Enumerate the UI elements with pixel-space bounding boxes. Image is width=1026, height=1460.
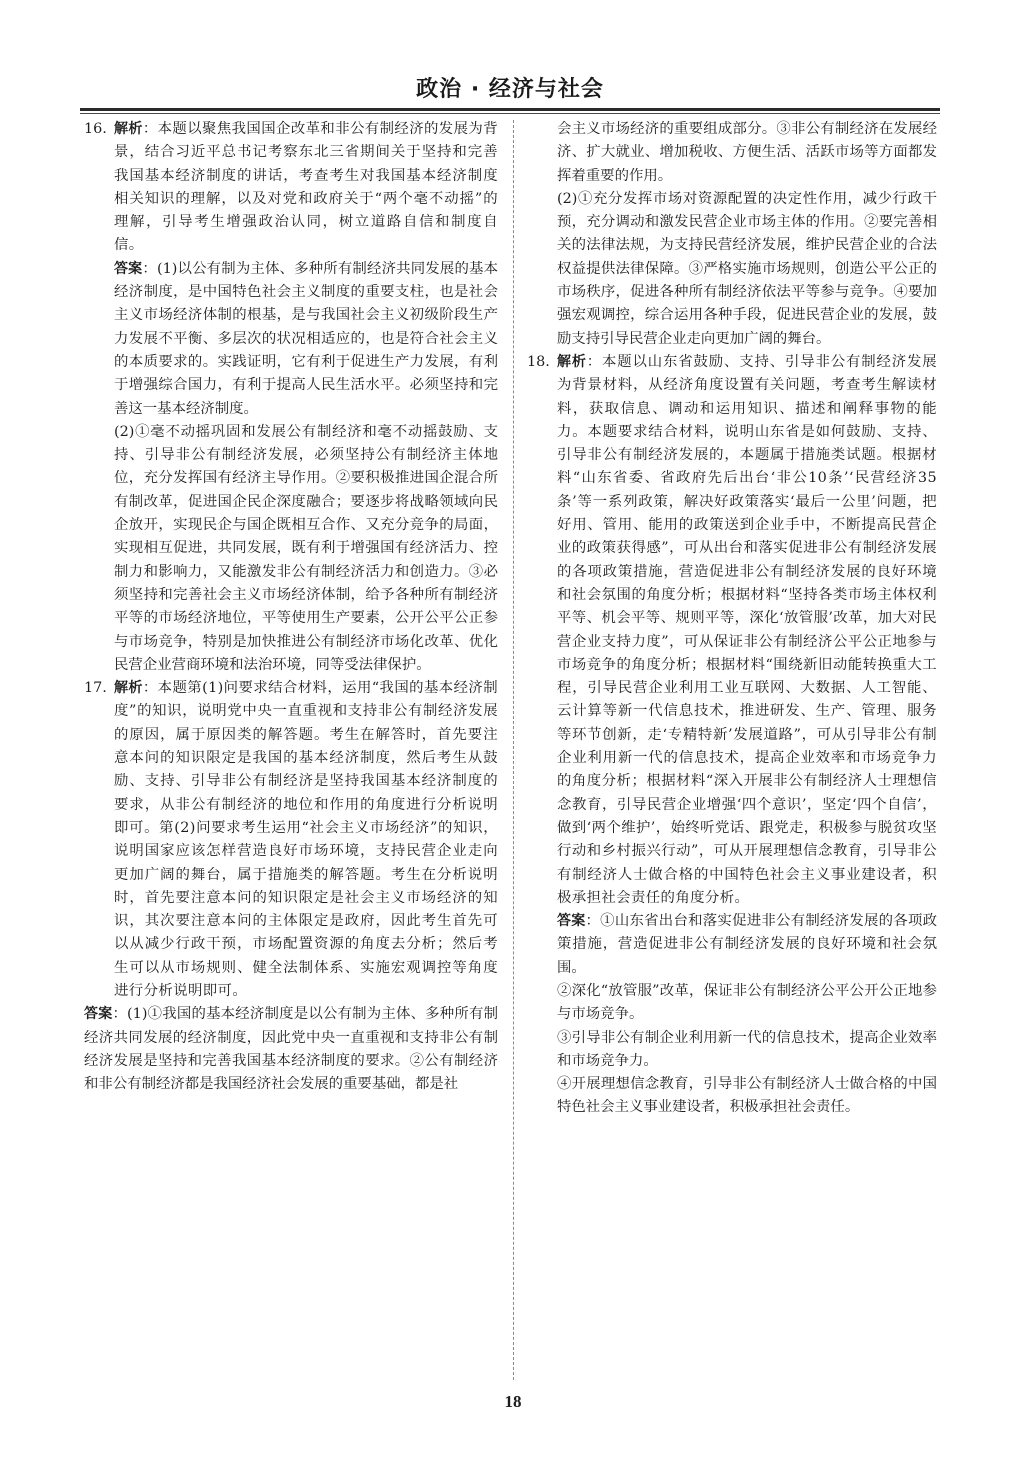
right-column: [527, 118, 937, 1120]
answer-paragraph: ②深化“放管服”改革，保证非公有制经济公平公开公正地参与市场竞争。: [557, 982, 937, 1023]
answer-text: ：(1)以公有制为主体、多种所有制经济共同发展的基本经济制度，是中国特色社会主义制度的重要支柱，也是社会主义市场经济体制的根基，是与我国社会主义初级阶段生产力发展不平衡、多层次的状况相适应的，也是符合社会主义的本质要求的。实践证明，它有利于促进生产力发展，有利于增强综合国力，有利于提高人民生活水平。必须坚持和完善这一基本经济制度。: [114, 260, 499, 417]
answer-label: 答案: [84, 1006, 113, 1023]
answer-label: 答案: [557, 913, 586, 930]
page-header: [80, 64, 940, 114]
answer-paragraph: ④开展理想信念教育，引导非公有制经济人士做合格的中国特色社会主义事业建设者，积极承担社会责任。: [557, 1076, 937, 1116]
answer-block: [557, 910, 937, 980]
question-17: [84, 677, 498, 1003]
left-column: [84, 118, 498, 1096]
question-17-continued: [527, 118, 937, 351]
header-rule-thin: [80, 113, 940, 114]
answer-label: 答案: [114, 260, 143, 277]
question-16: [84, 118, 498, 677]
analysis-text: ：本题以聚焦我国国企改革和非公有制经济的发展为背景，结合习近平总书记考察东北三省期间关于坚持和完善我国基本经济制度的讲话，考查考生对我国基本经济制度相关知识的理解，以及对党和政府关于“两个毫不动摇”的理解，引导考生增强政治认同，树立道路自信和制度自信。: [114, 121, 498, 254]
page-title: 政治 · 经济与社会: [416, 77, 604, 102]
analysis-label: 解析: [114, 121, 143, 137]
question-number: 17.: [84, 680, 107, 697]
answer-text: ：(1)①我国的基本经济制度是以公有制为主体、多种所有制经济共同发展的经济制度，因此党中央一直重视和支持非公有制经济发展是坚持和完善我国基本经济制度的要求。②公有制经济和非公有制经济都是我国经济社会发展的重要基础，都是社: [84, 1006, 499, 1093]
column-divider: [513, 120, 514, 1380]
analysis-block: [557, 351, 937, 910]
page-number: 18: [504, 1392, 522, 1411]
analysis-label: 解析: [114, 680, 143, 697]
analysis-label: 解析: [557, 353, 587, 370]
header-rule-thick: [80, 108, 940, 111]
answer-block: [84, 1003, 498, 1096]
analysis-block: [114, 677, 498, 1003]
answer-paragraph: (2)①毫不动摇巩固和发展公有制经济和毫不动摇鼓励、支持、引导非公有制经济发展，必须坚持公有制经济主体地位，充分发挥国有经济主导作用。②要积极推进国企混合所有制改革，促进国企民企深度融合；要逐步将战略领域向民企放开，实现民企与国企既相互合作、又充分竞争的局面，实现相互促进，共同发展，既有利于增强国有经济活力、控制力和影响力，又能激发非公有制经济活力和创造力。③必须坚持和完善社会主义市场经济体制，给予各种所有制经济平等的市场经济地位，平等使用生产要素，公开公平公正参与市场竞争，特别是加快推进公有制经济市场化改革、优化民营企业营商环境和法治环境，同等受法律保护。: [114, 423, 498, 673]
answer-block: [114, 258, 498, 421]
question-number: 16.: [84, 121, 107, 137]
analysis-block: [114, 118, 498, 258]
answer-text: ：①山东省出台和落实促进非公有制经济发展的各项政策措施，营造促进非公有制经济发展的良好环境和社会氛围。: [557, 913, 937, 976]
answer-paragraph: 会主义市场经济的重要组成部分。③非公有制经济在发展经济、扩大就业、增加税收、方便生活、活跃市场等方面都发挥着重要的作用。: [557, 121, 937, 184]
answer-paragraph: ③引导非公有制企业利用新一代的信息技术，提高企业效率和市场竞争力。: [557, 1029, 937, 1069]
question-number: 18.: [527, 353, 550, 370]
analysis-text: ：本题第(1)问要求结合材料，运用“我国的基本经济制度”的知识，说明党中央一直重视和支持非公有制经济发展的原因，属于原因类的解答题。考生在解答时，首先要注意本问的知识限定是我国的基本经济制度，然后考生从鼓励、支持、引导非公有制经济是坚持我国基本经济制度的要求，从非公有制经济的地位和作用的角度进行分析说明即可。第(2)问要求考生运用“社会主义市场经济”的知识，说明国家应该怎样营造良好市场环境，支持民营企业走向更加广阔的舞台，属于措施类的解答题。考生在分析说明时，首先要注意本问的知识限定是社会主义市场经济的知识，其次要注意本问的主体限定是政府，因此考生首先可以从减少行政干预，市场配置资源的角度去分析；然后考生可以从市场规则、健全法制体系、实施宏观调控等角度进行分析说明即可。: [114, 680, 498, 999]
question-18: [527, 351, 937, 1120]
answer-paragraph: (2)①充分发挥市场对资源配置的决定性作用，减少行政干预，充分调动和激发民营企业市场主体的作用。②要完善相关的法律法规，为支持民营经济发展，维护民营企业的合法权益提供法律保障。③严格实施市场规则，创造公平公正的市场秩序，促进各种所有制经济依法平等参与竞争。④要加强宏观调控，综合运用各种手段，促进民营企业的发展，鼓励支持引导民营企业走向更加广阔的舞台。: [557, 190, 937, 347]
analysis-text: ：本题以山东省鼓励、支持、引导非公有制经济发展为背景材料，从经济角度设置有关问题，考查考生解读材料，获取信息、调动和运用知识、描述和阐释事物的能力。本题要求结合材料，说明山东省是如何鼓励、支持、引导非公有制经济发展的，本题属于措施类试题。根据材料“山东省委、省政府先后出台‘非公10条’‘民营经济35条’等一系列政策，解决好政策落实‘最后一公里’问题，把好用、管用、能用的政策送到企业手中，不断提高民营企业的政策获得感”，可从出台和落实促进非公有制经济发展的各项政策措施，营造促进非公有制经济发展的良好环境和社会氛围的角度分析；根据材料“坚持各类市场主体权利平等、机会平等、规则平等，深化‘放管服’改革，加大对民营企业支持力度”，可从保证非公有制经济公平公正地参与市场竞争的角度分析；根据材料“围绕新旧动能转换重大工程，引导民营企业利用工业互联网、大数据、人工智能、云计算等新一代信息技术，推进研发、生产、管理、服务等环节创新，走‘专精特新’发展道路”，可从引导非公有制企业利用新一代的信息技术，提高企业效率和市场竞争力的角度分析；根据材料“深入开展非公有制经济人士理想信念教育，引导民营企业增强‘四个意识’，坚定‘四个自信’，做到‘两个维护’，始终听党话、跟党走，积极参与脱贫攻坚行动和乡村振兴行动”，可从开展理想信念教育，引导非公有制经济人士做合格的中国特色社会主义事业建设者，积极承担社会责任的角度分析。: [557, 353, 937, 906]
